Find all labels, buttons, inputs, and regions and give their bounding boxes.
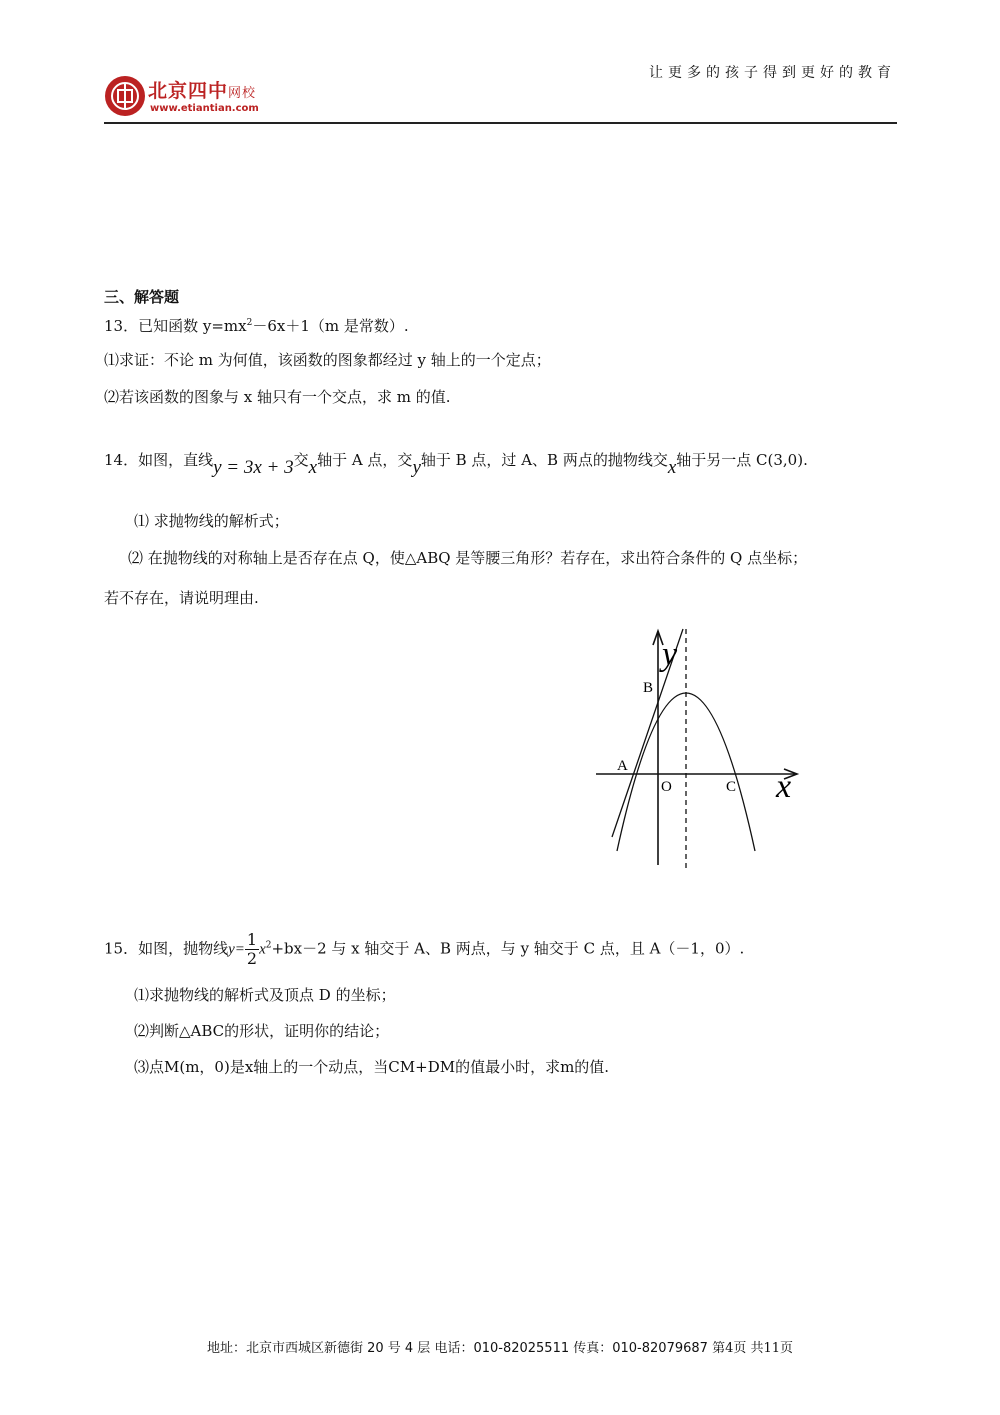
q13-stem-b: －6x＋1（m 是常数）.: [252, 317, 409, 335]
q14-part2-cont: 若不存在，请说明理由.: [104, 589, 259, 607]
q15-y: y=: [228, 941, 245, 958]
q13-part2: ⑵若该函数的图象与 x 轴只有一个交点，求 m 的值.: [104, 388, 451, 406]
q14-s5: 轴于另一点 C(3,0).: [676, 451, 808, 469]
q15-frac-den: 2: [246, 949, 258, 968]
logo-sub: 网校: [228, 86, 257, 101]
q15-sup: 2: [265, 940, 272, 951]
header-divider: [104, 122, 897, 124]
header-slogan: 让更多的孩子得到更好的教育: [649, 65, 896, 81]
q14-equation: y = 3x + 3: [213, 457, 294, 478]
q15-s1: 15．如图，抛物线: [104, 939, 229, 958]
q14-x1: x: [308, 457, 318, 478]
q15-x: x: [259, 941, 266, 958]
q13-stem: [104, 313, 409, 336]
q14-part2: ⑵ 在抛物线的对称轴上是否存在点 Q，使△ABQ 是等腰三角形？若存在，求出符合条件的 Q 点坐标；: [128, 549, 808, 567]
figure-label-o: O: [661, 779, 672, 795]
q15-fraction: [245, 931, 259, 968]
figure-label-c: C: [726, 779, 737, 795]
section-title: 三、解答题: [104, 288, 180, 306]
school-logo-icon: [104, 75, 146, 117]
q15-part3: ⑶点M(m，0)是x轴上的一个动点，当CM+DM的值最小时，求m的值.: [134, 1058, 610, 1076]
page-footer: [0, 1337, 1000, 1356]
q14-x2: x: [667, 457, 677, 478]
q14-s3: 轴于 A 点，交: [317, 451, 413, 469]
q15-part2: ⑵判断△ABC的形状，证明你的结论；: [134, 1022, 390, 1040]
q15-stem: [104, 931, 744, 968]
logo-cn: 北京四中: [148, 80, 229, 102]
q13-sup: 2: [246, 318, 253, 328]
q14-part1: ⑴ 求抛物线的解析式；: [134, 512, 289, 530]
footer-address: 地址：北京市西城区新德街 20 号 4 层 电话：010-82025511 传真：010-82079687: [206, 1341, 708, 1356]
figure-label-x: x: [776, 768, 792, 805]
q15-part1: ⑴求抛物线的解析式及顶点 D 的坐标；: [134, 986, 396, 1004]
q15-frac-num: 1: [246, 930, 258, 949]
figure-label-a: A: [617, 758, 628, 774]
footer-page: 第4页 共11页: [712, 1341, 794, 1356]
q13-part1: ⑴求证：不论 m 为何值，该函数的图象都经过 y 轴上的一个定点；: [104, 351, 551, 369]
q14-s1: 14．如图，直线: [104, 451, 214, 469]
q15-s3: +bx－2 与 x 轴交于 A、B 两点，与 y 轴交于 C 点，且 A（－1，0）.: [271, 939, 745, 958]
logo-url: www.etiantian.com: [150, 103, 259, 114]
logo-name: [148, 76, 256, 103]
figure-label-y: y: [662, 636, 678, 673]
q14-figure: [590, 625, 810, 875]
q14-s4: 轴于 B 点，过 A、B 两点的抛物线交: [420, 451, 668, 469]
figure-label-b: B: [643, 680, 654, 696]
q14-stem: [104, 450, 808, 478]
q13-stem-a: 13．已知函数 y=mx: [104, 317, 247, 335]
q14-y1: y: [412, 457, 421, 478]
q14-s2: 交: [293, 451, 309, 469]
